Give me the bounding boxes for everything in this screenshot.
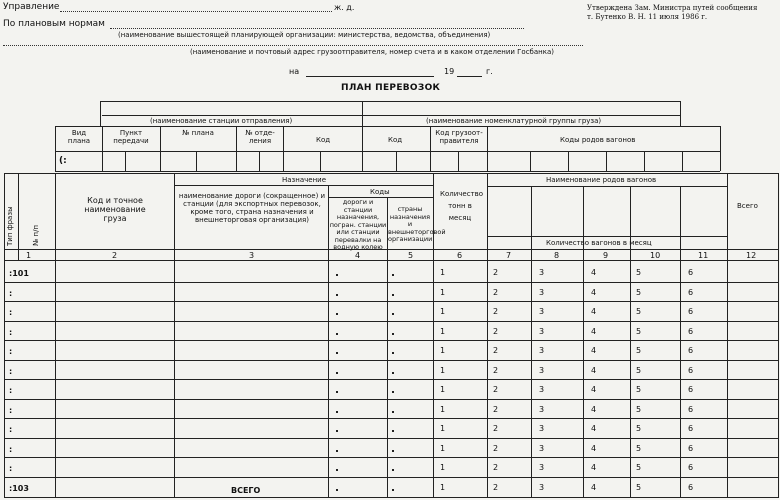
row-tip-frazy: : [9,425,13,434]
row-digit-1: 1 [440,307,446,316]
table-row[interactable] [4,477,778,497]
col-naznachenie: Назначение [282,176,327,184]
col-kod-2: Код [388,136,403,144]
col-kod-gruzootpravitelya: Код грузоот-правителя [435,129,483,145]
row-digit-4: 4 [591,385,597,394]
year-suffix: г. [486,67,493,76]
code-dot [336,450,338,452]
row-divider [4,457,778,458]
row-divider [4,282,778,283]
row-digit-5: 5 [636,404,642,414]
row-divider [4,301,778,302]
col-nomer-pp: № п/п [32,224,40,246]
code-dot [392,372,394,374]
row-digit-4: 4 [591,307,597,316]
row-digit-2: 2 [493,424,499,433]
row-divider [4,438,778,439]
row-digit-5: 5 [636,385,642,394]
code-dot [336,411,338,413]
row-digit-5: 5 [636,287,642,297]
row-digit-6: 6 [688,365,694,375]
code-dot [392,313,394,315]
code-dot [392,274,394,276]
col-number-11: 11 [698,251,709,260]
row-digit-6: 6 [688,287,694,297]
row-digit-3: 3 [539,365,545,375]
row-digit-5: 5 [636,463,642,472]
org-caption: (наименование вышестоящей планирующей организации: министерства, ведомства, объединения) [118,31,491,39]
code-dot [336,372,338,374]
row-digit-3: 3 [539,404,545,414]
row-digit-1: 1 [440,268,446,277]
upravlenie-label: Управление [3,2,60,12]
row-digit-2: 2 [493,307,499,316]
row-divider [4,340,778,341]
row-digit-4: 4 [591,424,597,433]
row-digit-1: 1 [440,443,446,453]
address-line[interactable] [3,45,583,46]
row-digit-1: 1 [440,424,446,433]
row-digit-2: 2 [493,385,499,394]
col-kody-strany: страны назначения и внешнеторговой организации [388,205,446,243]
col-kody-rodov-vagonov: Коды родов вагонов [560,136,636,144]
col-number-1: 1 [26,251,32,260]
period-line[interactable] [306,76,434,77]
row-divider [4,399,778,400]
col-kod-1: Код [316,136,331,144]
row-digit-5: 5 [636,346,642,355]
col-number-6: 6 [457,251,463,260]
code-dot [336,313,338,315]
col-number-2: 2 [112,251,118,260]
row-divider [4,379,778,380]
row-tip-frazy: : [9,347,13,356]
code-dot [336,391,338,393]
row-divider [4,360,778,361]
code-dot [336,294,338,296]
station-caption: (наименование станции отправления) [150,117,293,125]
row-digit-6: 6 [688,404,694,414]
col-number-7: 7 [506,251,512,260]
row-digit-4: 4 [591,443,597,453]
row-tip-frazy: : [9,308,13,317]
code-dot [392,352,394,354]
table-row[interactable] [4,379,778,399]
nomenclature-caption: (наименование номенклатурной группы груза) [426,117,602,125]
row-digit-6: 6 [688,463,694,472]
row-digit-5: 5 [636,365,642,375]
table-row[interactable] [4,438,778,458]
row-digit-2: 2 [493,326,499,336]
row-digit-3: 3 [539,307,545,316]
row-digit-4: 4 [591,404,597,414]
row-tip-frazy: : [9,444,13,454]
upravlenie-line[interactable] [60,11,332,12]
col-number-5: 5 [408,251,414,260]
row-digit-2: 2 [493,443,499,453]
row-digit-4: 4 [591,346,597,355]
row-tip-frazy: :103 [9,483,29,493]
row-digit-5: 5 [636,482,642,492]
row-tip-frazy: :101 [9,269,29,278]
row-digit-4: 4 [591,463,597,472]
table-row[interactable] [4,282,778,302]
row-digit-1: 1 [440,287,446,297]
row-digit-2: 2 [493,463,499,472]
po-normam-label: По плановым нормам [3,19,105,29]
row-digit-2: 2 [493,482,499,492]
code-dot [336,333,338,335]
table-row[interactable] [4,457,778,477]
code-dot [392,411,394,413]
row-tip-frazy: : [9,366,13,376]
table-row[interactable] [4,399,778,419]
table-row[interactable] [4,360,778,380]
table-row[interactable] [4,418,778,438]
row-digit-5: 5 [636,307,642,316]
row-digit-6: 6 [688,346,694,355]
col-rody-vagonov: Наименование родов вагонов [546,176,657,184]
col-number-4: 4 [355,251,361,260]
code-dot [392,430,394,432]
row-tip-frazy: : [9,386,13,395]
year-prefix: 19 [444,67,455,76]
row-digit-3: 3 [539,268,545,277]
row-digit-2: 2 [493,287,499,297]
row-digit-6: 6 [688,482,694,492]
row-digit-2: 2 [493,404,499,414]
row-digit-2: 2 [493,346,499,355]
row-digit-6: 6 [688,385,694,394]
row-digit-3: 3 [539,443,545,453]
col-kody: Коды [370,188,390,196]
col-vid-plana: Вид плана [67,129,91,145]
col-kolichestvo: Количество тонн в месяц [440,190,484,222]
row-digit-4: 4 [591,268,597,277]
table-bottom-line [4,497,778,498]
row-digit-3: 3 [539,463,545,472]
row-digit-6: 6 [688,326,694,336]
col-number-12: 12 [746,251,757,260]
row-digit-1: 1 [440,404,446,414]
code-dot [336,469,338,471]
row-digit-6: 6 [688,424,694,433]
total-label: ВСЕГО [231,486,261,495]
row-digit-3: 3 [539,346,545,355]
row-tip-frazy: : [9,327,13,337]
row-tip-frazy: : [9,464,13,473]
row-digit-6: 6 [688,443,694,453]
row-tip-frazy: : [9,288,13,298]
row-marker: (: [59,156,67,166]
row-digit-3: 3 [539,424,545,433]
col-naimenovanie-dorogi: наименование дороги (сокращенное) и станции (для экспортных перевозок, кроме того, страна назначения и внешнеторговая организация) [178,192,326,224]
code-dot [392,294,394,296]
row-digit-1: 1 [440,463,446,472]
row-digit-2: 2 [493,365,499,375]
col-vsego: Всего [737,202,758,210]
code-dot [392,391,394,393]
row-digit-6: 6 [688,307,694,316]
year-line[interactable] [457,76,482,77]
org-line[interactable] [110,28,524,29]
code-dot [392,450,394,452]
row-digit-4: 4 [591,326,597,336]
page-title: ПЛАН ПЕРЕВОЗОК [341,83,441,93]
row-tip-frazy: : [9,405,13,415]
row-digit-4: 4 [591,482,597,492]
col-kol-vagonov: Количество вагонов в месяц [546,239,652,247]
na-label: на [289,67,300,76]
row-divider [4,418,778,419]
col-number-10: 10 [650,251,661,260]
code-dot [336,274,338,276]
row-digit-4: 4 [591,365,597,375]
address-caption: (наименование и почтовый адрес грузоотправителя, номер счета и в каком отделении Госбанка) [190,48,554,56]
row-digit-1: 1 [440,365,446,375]
row-digit-3: 3 [539,482,545,492]
col-kod-gruza: Код и точное наименование груза [84,196,146,223]
row-digit-5: 5 [636,326,642,336]
code-dot [336,489,338,491]
row-digit-5: 5 [636,443,642,453]
col-tip-frazy: Тип фразы [6,206,14,246]
row-digit-1: 1 [440,482,446,492]
code-dot [392,489,394,491]
row-digit-4: 4 [591,287,597,297]
row-digit-3: 3 [539,385,545,394]
row-digit-1: 1 [440,385,446,394]
row-digit-3: 3 [539,326,545,336]
col-number-3: 3 [249,251,255,260]
col-kody-dorogi: дороги и станции назначения, погран. станции или станции перевалки на водную колею [329,198,387,251]
table-row[interactable] [4,301,778,321]
col-nomer-plana: № плана [182,129,214,137]
col-punkt-peredachi: Пункт передачи [113,129,149,145]
code-dot [336,352,338,354]
row-divider [4,477,778,478]
approval-line-1: Утверждена Зам. Министра путей сообщения [587,4,758,12]
row-digit-1: 1 [440,346,446,355]
code-dot [392,469,394,471]
row-divider [4,321,778,322]
code-dot [392,333,394,335]
col-nomer-otdeleniya: № отде-ления [245,129,275,145]
table-row[interactable] [4,262,778,282]
table-row[interactable] [4,340,778,360]
col-number-8: 8 [554,251,560,260]
code-dot [336,430,338,432]
zhd-label: ж. д. [334,3,355,12]
row-digit-6: 6 [688,268,694,277]
table-row[interactable] [4,321,778,341]
row-digit-3: 3 [539,287,545,297]
col-number-9: 9 [603,251,609,260]
row-digit-5: 5 [636,268,642,277]
row-digit-5: 5 [636,424,642,433]
approval-line-2: т. Бутенко В. Н. 11 июля 1986 г. [587,13,708,21]
row-digit-2: 2 [493,268,499,277]
row-digit-1: 1 [440,326,446,336]
